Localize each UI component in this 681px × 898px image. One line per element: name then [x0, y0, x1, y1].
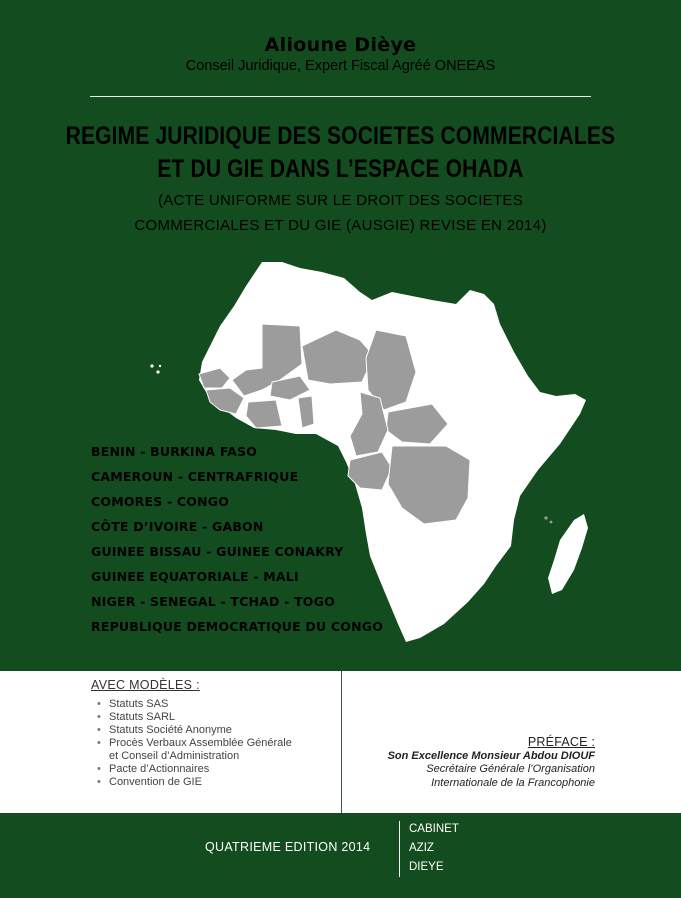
country-line: CÔTE D’IVOIRE - GABON [91, 519, 264, 534]
country-line: BENIN - BURKINA FASO [91, 444, 258, 459]
model-item-continuation: et Conseil d’Administration [109, 750, 240, 762]
publisher-divider [399, 821, 400, 877]
preface-author: Son Excellence Monsieur Abdou DIOUF [387, 749, 595, 762]
models-heading: AVEC MODÈLES : [91, 678, 200, 692]
model-item: • Convention de GIE [97, 776, 292, 789]
model-item: • Statuts SAS [97, 698, 292, 711]
edition-label: QUATRIEME EDITION 2014 [205, 840, 371, 854]
country-line: NIGER - SENEGAL - TCHAD - TOGO [91, 594, 335, 609]
country-line: CAMEROUN - CENTRAFRIQUE [91, 469, 299, 484]
preface-label: PRÉFACE : [527, 735, 595, 749]
model-item: • Pacte d’Actionnaires [97, 763, 292, 776]
book-subtitle-line-1: (ACTE UNIFORME SUR LE DROIT DES SOCIETES [157, 192, 524, 209]
country-line: GUINEE EQUATORIALE - MALI [91, 569, 299, 584]
comoros-islet [544, 516, 547, 519]
models-list [97, 698, 292, 789]
preface-role-line-1: Secrétaire Générale l’Organisation [426, 763, 595, 775]
country-line: REPUBLIQUE DEMOCRATIQUE DU CONGO [91, 619, 384, 634]
book-subtitle-line-2: COMMERCIALES ET DU GIE (AUSGIE) REVISE EN 2014) [134, 217, 547, 234]
author-name: Alioune Dièye [264, 34, 417, 56]
cape-verde-islet [159, 365, 161, 367]
comoros-islet [550, 521, 553, 524]
publisher-block [409, 820, 459, 877]
middle-divider [341, 671, 342, 813]
publisher-line: CABINET [409, 823, 459, 835]
member-country-list [91, 443, 383, 643]
cover-bottom-band [0, 813, 681, 898]
model-item: • Statuts SARL [97, 711, 292, 724]
author-role: Conseil Juridique, Expert Fiscal Agréé ONEEAS [185, 58, 496, 74]
preface-role-line-2: Internationale de la Francophonie [431, 776, 595, 789]
cape-verde-islet [156, 370, 159, 373]
book-title-line-1: REGIME JURIDIQUE DES SOCIETES COMMERCIALES [65, 122, 616, 150]
cape-verde-islet [150, 364, 153, 367]
publisher-line: DIEYE [409, 861, 444, 873]
book-title-line-2: ET DU GIE DANS L’ESPACE OHADA [157, 155, 524, 183]
madagascar-island [548, 514, 588, 594]
publisher-line: AZIZ [409, 842, 434, 854]
preface-block [388, 736, 595, 790]
model-item: • Statuts Société Anonyme [97, 724, 292, 737]
country-line: COMORES - CONGO [91, 494, 230, 509]
model-item: • Procès Verbaux Assemblée Générale [97, 737, 292, 750]
country-line: GUINEE BISSAU - GUINEE CONAKRY [91, 544, 344, 559]
